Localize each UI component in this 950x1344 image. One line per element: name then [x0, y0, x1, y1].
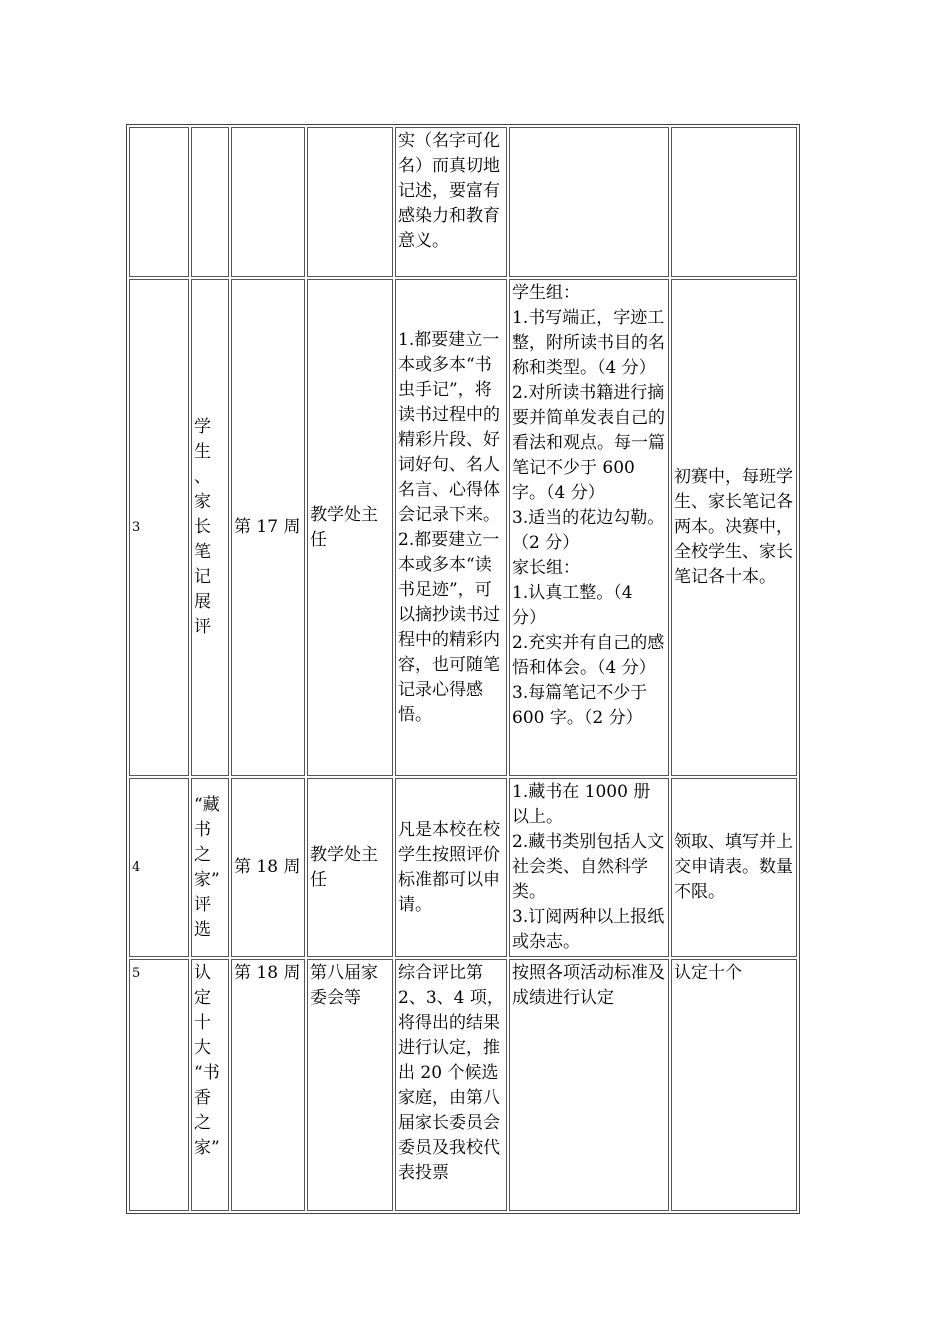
table-cell-criteria: 学生组： 1.书写端正，字迹工整，附所读书目的名称和类型。（4 分） 2.对所读书籍进行摘要并简单发表自己的看法和观点。每一篇笔记不少于 600 字。（4 分） 3.适当的花边勾勒。（2 分） 家长组： 1.认真工整。（4 分） 2.充实并有自己的感悟和体会。（4 分） 3.每篇笔记不少于 600 字。（2 分） [509, 279, 669, 776]
table-cell-requirements: 凡是本校在校学生按照评价标准都可以申请。 [395, 778, 507, 957]
table-cell-notes: 领取、填写并上交申请表。数量不限。 [671, 778, 797, 957]
activity-table [126, 124, 800, 1214]
table-cell-requirements: 综合评比第 2、3、4 项，将得出的结果进行认定，推出 20 个候选家庭，由第八届家长委员会委员及我校代表投票 [395, 959, 507, 1211]
table-cell-number: 4 [129, 778, 189, 957]
table-cell-activity [191, 127, 229, 277]
table-cell-activity: “藏 书 之 家” 评 选 [191, 778, 229, 957]
table-row [129, 959, 797, 1211]
table-cell-owner: 教学处主任 [307, 778, 393, 957]
table-cell-activity: 认 定 十 大 “书 香 之 家” [191, 959, 229, 1211]
table-cell-owner [307, 127, 393, 277]
table-cell-requirements: 实（名字可化名）而真切地记述，要富有感染力和教育意义。 [395, 127, 507, 277]
table-cell-number [129, 127, 189, 277]
table-cell-owner: 教学处主任 [307, 279, 393, 776]
table-cell-owner: 第八届家委会等 [307, 959, 393, 1211]
table-row [129, 127, 797, 277]
table-cell-time [231, 127, 305, 277]
table-cell-time: 第 18 周 [231, 778, 305, 957]
table-cell-criteria: 按照各项活动标准及成绩进行认定 [509, 959, 669, 1211]
table-cell-notes [671, 127, 797, 277]
table-cell-notes: 初赛中，每班学生、家长笔记各两本。决赛中，全校学生、家长笔记各十本。 [671, 279, 797, 776]
table-cell-requirements: 1.都要建立一本或多本“书虫手记”，将读书过程中的精彩片段、好词好句、名人名言、心得体会记录下来。 2.都要建立一本或多本“读书足迹”，可以摘抄读书过程中的精彩内容，也可随笔记录心得感悟。 [395, 279, 507, 776]
table-cell-notes: 认定十个 [671, 959, 797, 1211]
table-cell-activity: 学 生 、 家 长 笔 记 展 评 [191, 279, 229, 776]
table-cell-time: 第 17 周 [231, 279, 305, 776]
table-cell-time: 第 18 周 [231, 959, 305, 1211]
table-cell-number: 3 [129, 279, 189, 776]
table-cell-criteria: 1.藏书在 1000 册以上。 2.藏书类别包括人文社会类、自然科学类。 3.订阅两种以上报纸或杂志。 [509, 778, 669, 957]
table-cell-number: 5 [129, 959, 189, 1211]
table-row [129, 778, 797, 957]
table-cell-criteria [509, 127, 669, 277]
table-row [129, 279, 797, 776]
